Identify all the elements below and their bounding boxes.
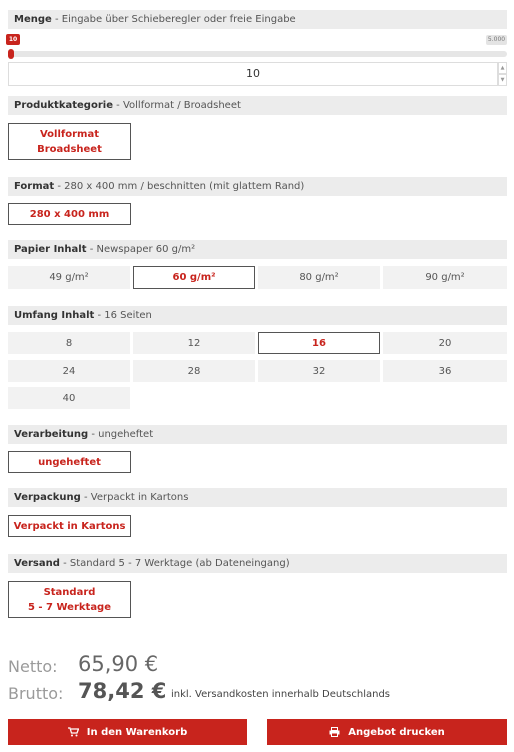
shipping-option[interactable] (8, 581, 131, 618)
quantity-increment-button[interactable]: ▲ (498, 62, 507, 74)
format-option-label: 280 x 400 mm (29, 208, 110, 220)
brutto-price: 78,42 € (78, 679, 167, 703)
add-to-cart-label: In den Warenkorb (86, 726, 188, 738)
pages-option[interactable]: 20 (383, 332, 507, 354)
finishing-header: Verarbeitung - ungeheftet (8, 425, 507, 444)
category-option-line2: Broadsheet (37, 143, 102, 155)
print-quote-button[interactable] (267, 719, 507, 745)
shipping-note: inkl. Versandkosten innerhalb Deutschlands (171, 689, 391, 700)
packaging-option-label: Verpackt in Kartons (13, 520, 126, 532)
slider-max-badge: 5.000 (487, 36, 506, 43)
format-option[interactable] (8, 203, 131, 225)
printer-icon (329, 727, 340, 737)
netto-label: Netto: (8, 657, 58, 676)
print-quote-label: Angebot drucken (348, 726, 445, 738)
pages-option[interactable]: 32 (258, 360, 380, 382)
paper-header: Papier Inhalt - Newspaper 60 g/m² (8, 240, 507, 259)
packaging-header: Verpackung - Verpackt in Kartons (8, 488, 507, 507)
shipping-header: Versand - Standard 5 - 7 Werktage (ab Dateneingang) (8, 554, 507, 573)
shipping-option-line2: 5 - 7 Werktage (27, 601, 112, 613)
quantity-input[interactable]: 10 (8, 62, 498, 86)
quantity-slider-handle[interactable] (8, 49, 14, 59)
paper-option-selected[interactable]: 60 g/m² (133, 266, 255, 289)
quantity-slider-track[interactable] (9, 51, 507, 57)
brutto-label: Brutto: (8, 684, 64, 703)
category-option-line1: Vollformat (39, 128, 100, 140)
format-header: Format - 280 x 400 mm / beschnitten (mit glattem Rand) (8, 177, 507, 196)
finishing-option[interactable] (8, 451, 131, 473)
pages-option[interactable]: 40 (8, 387, 130, 409)
pages-option[interactable]: 8 (8, 332, 130, 354)
slider-min-badge: 10 (6, 34, 20, 45)
pages-option[interactable]: 28 (133, 360, 255, 382)
paper-option[interactable]: 80 g/m² (258, 266, 380, 289)
pages-header: Umfang Inhalt - 16 Seiten (8, 306, 507, 325)
paper-option[interactable]: 90 g/m² (383, 266, 507, 289)
netto-price: 65,90 € (78, 652, 159, 676)
pages-option-selected[interactable]: 16 (258, 332, 380, 354)
pages-option[interactable]: 36 (383, 360, 507, 382)
category-option-broadsheet[interactable] (8, 123, 131, 160)
paper-option[interactable]: 49 g/m² (8, 266, 130, 289)
quantity-decrement-button[interactable]: ▼ (498, 74, 507, 86)
pages-option[interactable]: 24 (8, 360, 130, 382)
add-to-cart-button[interactable] (8, 719, 247, 745)
finishing-option-label: ungeheftet (38, 456, 101, 468)
pages-option[interactable]: 12 (133, 332, 255, 354)
category-header: Produktkategorie - Vollformat / Broadsheet (8, 96, 507, 115)
shipping-option-line1: Standard (43, 586, 96, 598)
quantity-header: Menge - Eingabe über Schieberegler oder freie Eingabe (8, 10, 507, 29)
packaging-option[interactable] (8, 515, 131, 537)
cart-icon (68, 727, 79, 737)
